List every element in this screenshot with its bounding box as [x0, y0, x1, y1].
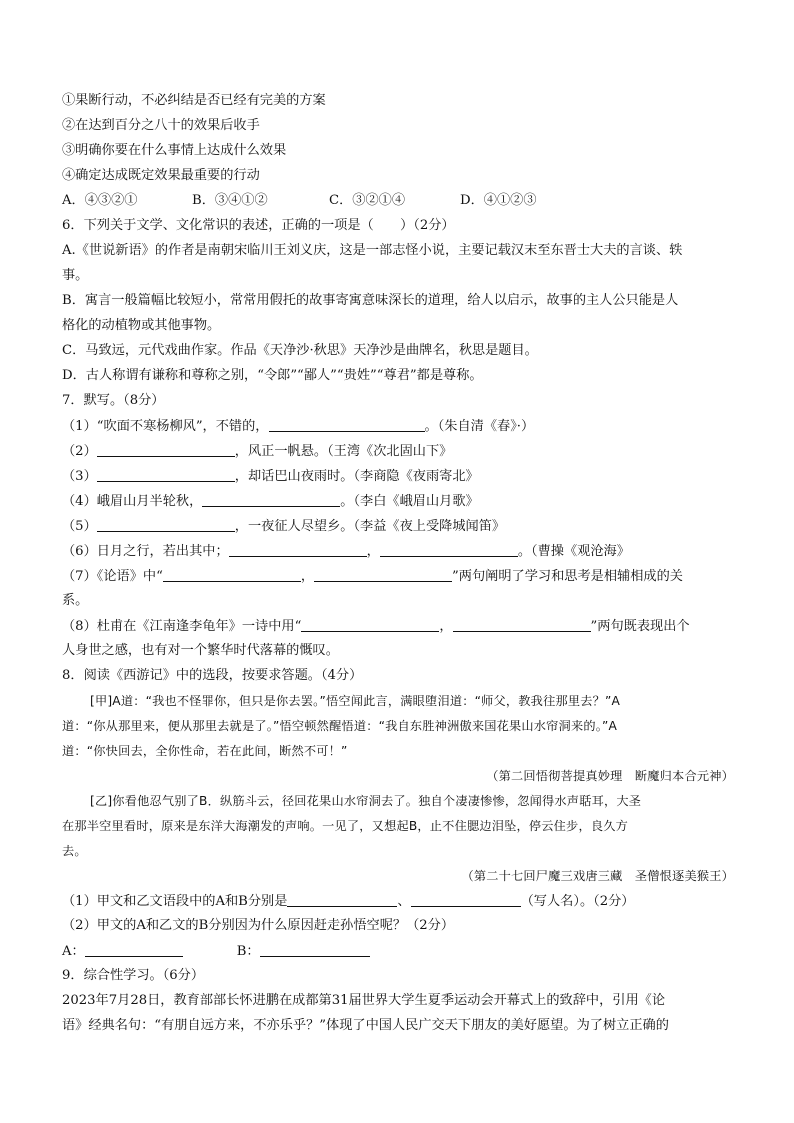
q7-item-8-cont: 人身世之感，也有对一个繁华时代落幕的慨叹。 — [62, 643, 339, 658]
q7-1-blank[interactable] — [269, 417, 425, 432]
q7-6-blank-1[interactable] — [229, 542, 367, 557]
q7-8-blank-2[interactable] — [453, 617, 591, 632]
q9-stem: 9．综合性学习。（6分） — [62, 968, 205, 983]
q7-8-tail: ”两句既表现出个 — [590, 619, 690, 634]
q7-item-7 — [62, 567, 734, 586]
q8-2-label-a: A： — [62, 944, 85, 959]
q8-1-text: （1）甲文和乙文语段中的A和B分别是 — [62, 894, 288, 909]
q8-passage-yi-2: 在那半空里看时，原来是东洋大海潮发的声响。一见了，又想起B，止不住腮边泪坠，停云住步，良久方 — [62, 819, 628, 833]
q7-1-source: 。（朱自清《春》·） — [424, 419, 535, 434]
q7-7-sep: ， — [300, 569, 315, 584]
q7-item-5 — [62, 517, 734, 536]
option-1: ①果断行动，不必纠结是否已经有完美的方案 — [62, 93, 326, 108]
q5-choice-d: D．④①②③ — [460, 193, 537, 208]
q8-passage-jia-3: 道：“你快回去，全你性命，若在此间，断然不可！” — [62, 744, 348, 758]
q7-6-text: （6）日月之行，若出其中； — [62, 544, 229, 559]
option-4: ④确定达成既定效果最重要的行动 — [62, 168, 260, 183]
q6-option-c: C．马致远，元代戏曲作家。作品《天净沙·秋思》天净沙是曲牌名，秋思是题目。 — [62, 343, 538, 358]
q7-4-text: （4）峨眉山月半轮秋， — [62, 494, 203, 509]
q7-2-blank[interactable] — [97, 442, 235, 457]
q6-option-a: A.《世说新语》的作者是南朝宋临川王刘义庆，这是一部志怪小说，主要记载汉末至东晋士大夫的言谈、轶 — [62, 243, 683, 258]
q7-7-blank-1[interactable] — [163, 567, 301, 582]
q8-1-blank-a[interactable] — [287, 892, 397, 907]
q7-7-blank-2[interactable] — [314, 567, 452, 582]
q7-8-sep: ， — [439, 619, 453, 634]
q8-1-sep: 、 — [397, 894, 411, 909]
q7-7-tail: ”两句阐明了学习和思考是相辅相成的关 — [452, 569, 683, 584]
q7-stem: 7．默写。（8分） — [62, 393, 165, 408]
q8-passage-yi-1: [乙]你看他忍气别了B．纵筋斗云，径回花果山水帘洞去了。独自个凄凄惨惨，忽闻得水声聒耳，大圣 — [90, 794, 642, 808]
q8-2-blank-b[interactable] — [260, 942, 370, 957]
q7-8-blank-1[interactable] — [301, 617, 439, 632]
q9-paragraph-1: 2023年7月28日，教育部部长怀进鹏在成都第31届世界大学生夏季运动会开幕式上的致辞中，引用《论 — [62, 993, 666, 1008]
q8-passage-jia-2: 道：“你从那里来，便从那里去就是了。”悟空顿然醒悟道：“我自东胜神洲傲来国花果山水帘洞来的。”A — [62, 719, 618, 733]
q7-2-text: ，风正一帆悬。（王湾《次北固山下》 — [234, 444, 453, 459]
q8-stem: 8．阅读《西游记》中的选段，按要求答题。（4分） — [62, 668, 363, 683]
q5-choice-a: A．④③②① — [62, 193, 138, 208]
q8-passage-jia-1: [甲]A道：“我也不怪罪你，但只是你去罢。”悟空闻此言，满眼堕泪道：“师父，教我往那里去？”A — [90, 694, 621, 708]
q7-3-blank[interactable] — [97, 467, 235, 482]
q7-5-text: ，一夜征人尽望乡。（李益《夜上受降城闻笛》 — [234, 519, 506, 534]
q8-passage-yi-3: 去。 — [62, 844, 87, 858]
q7-item-2 — [62, 442, 734, 461]
q8-1-blank-b[interactable] — [411, 892, 521, 907]
q8-2-label-b: B： — [236, 944, 260, 959]
q8-1-tail: （写人名）。（2分） — [520, 894, 635, 909]
q7-item-6 — [62, 542, 734, 561]
q7-3-text: ，却话巴山夜雨时。（李商隐《夜雨寄北》 — [234, 469, 479, 484]
q7-2-num: （2） — [62, 444, 97, 459]
q6-option-b-cont: 格化的动植物或其他事物。 — [62, 318, 221, 333]
q5-choice-b: B．③④①② — [192, 193, 268, 208]
q7-4-blank[interactable] — [202, 492, 340, 507]
q7-item-8 — [62, 617, 734, 636]
q7-6-sep: ， — [366, 544, 380, 559]
q7-6-source: 。（曹操《观沧海》 — [517, 544, 630, 559]
option-2: ②在达到百分之八十的效果后收手 — [62, 118, 260, 133]
option-3: ③明确你要在什么事情上达成什么效果 — [62, 143, 287, 158]
q8-passage-yi-source: （第二十七回尸魔三戏唐三藏 圣僧恨逐美猴王） — [461, 869, 734, 883]
q8-sub-1 — [62, 892, 734, 911]
q7-5-num: （5） — [62, 519, 97, 534]
q5-choices — [62, 192, 734, 210]
q7-item-1 — [62, 417, 734, 436]
q7-1-text: （1）“吹面不寒杨柳风”，不错的， — [62, 419, 269, 434]
q8-2-blank-a[interactable] — [85, 942, 183, 957]
q6-option-b: B．寓言一般篇幅比较短小，常常用假托的故事寄寓意味深长的道理，给人以启示，故事的主人公只能是人 — [62, 293, 679, 308]
q7-item-3 — [62, 467, 734, 486]
q7-7-text: （7）《论语》中“ — [62, 569, 163, 584]
q6-stem: 6．下列关于文学、文化常识的表述，正确的一项是（ ）（2分） — [62, 218, 455, 233]
q8-sub-2-answers — [62, 942, 734, 961]
q8-passage-jia-source: （第二回悟彻菩提真妙理 断魔归本合元神） — [486, 769, 734, 783]
q9-paragraph-2: 语》经典名句：“有朋自远方来，不亦乐乎？”体现了中国人民广交天下朋友的美好愿望。为了树立正确的 — [62, 1018, 669, 1033]
q7-item-7-cont: 系。 — [62, 593, 89, 608]
q6-option-a-cont: 事。 — [62, 268, 89, 283]
q7-4-source: 。（李白《峨眉山月歌》 — [340, 494, 479, 509]
q7-5-blank[interactable] — [97, 517, 235, 532]
q5-choice-c: C．③②①④ — [329, 193, 406, 208]
q8-sub-2: （2）甲文的A和乙文的B分别因为什么原因赶走孙悟空呢？（2分） — [62, 918, 455, 933]
q7-3-num: （3） — [62, 469, 97, 484]
q6-option-d: D．古人称谓有谦称和尊称之别，“令郎”“鄙人”“贵姓”“尊君”都是尊称。 — [62, 368, 483, 383]
q7-6-blank-2[interactable] — [380, 542, 518, 557]
q7-item-4 — [62, 492, 734, 511]
q7-8-text: （8）杜甫在《江南逢李龟年》一诗中用“ — [62, 619, 302, 634]
